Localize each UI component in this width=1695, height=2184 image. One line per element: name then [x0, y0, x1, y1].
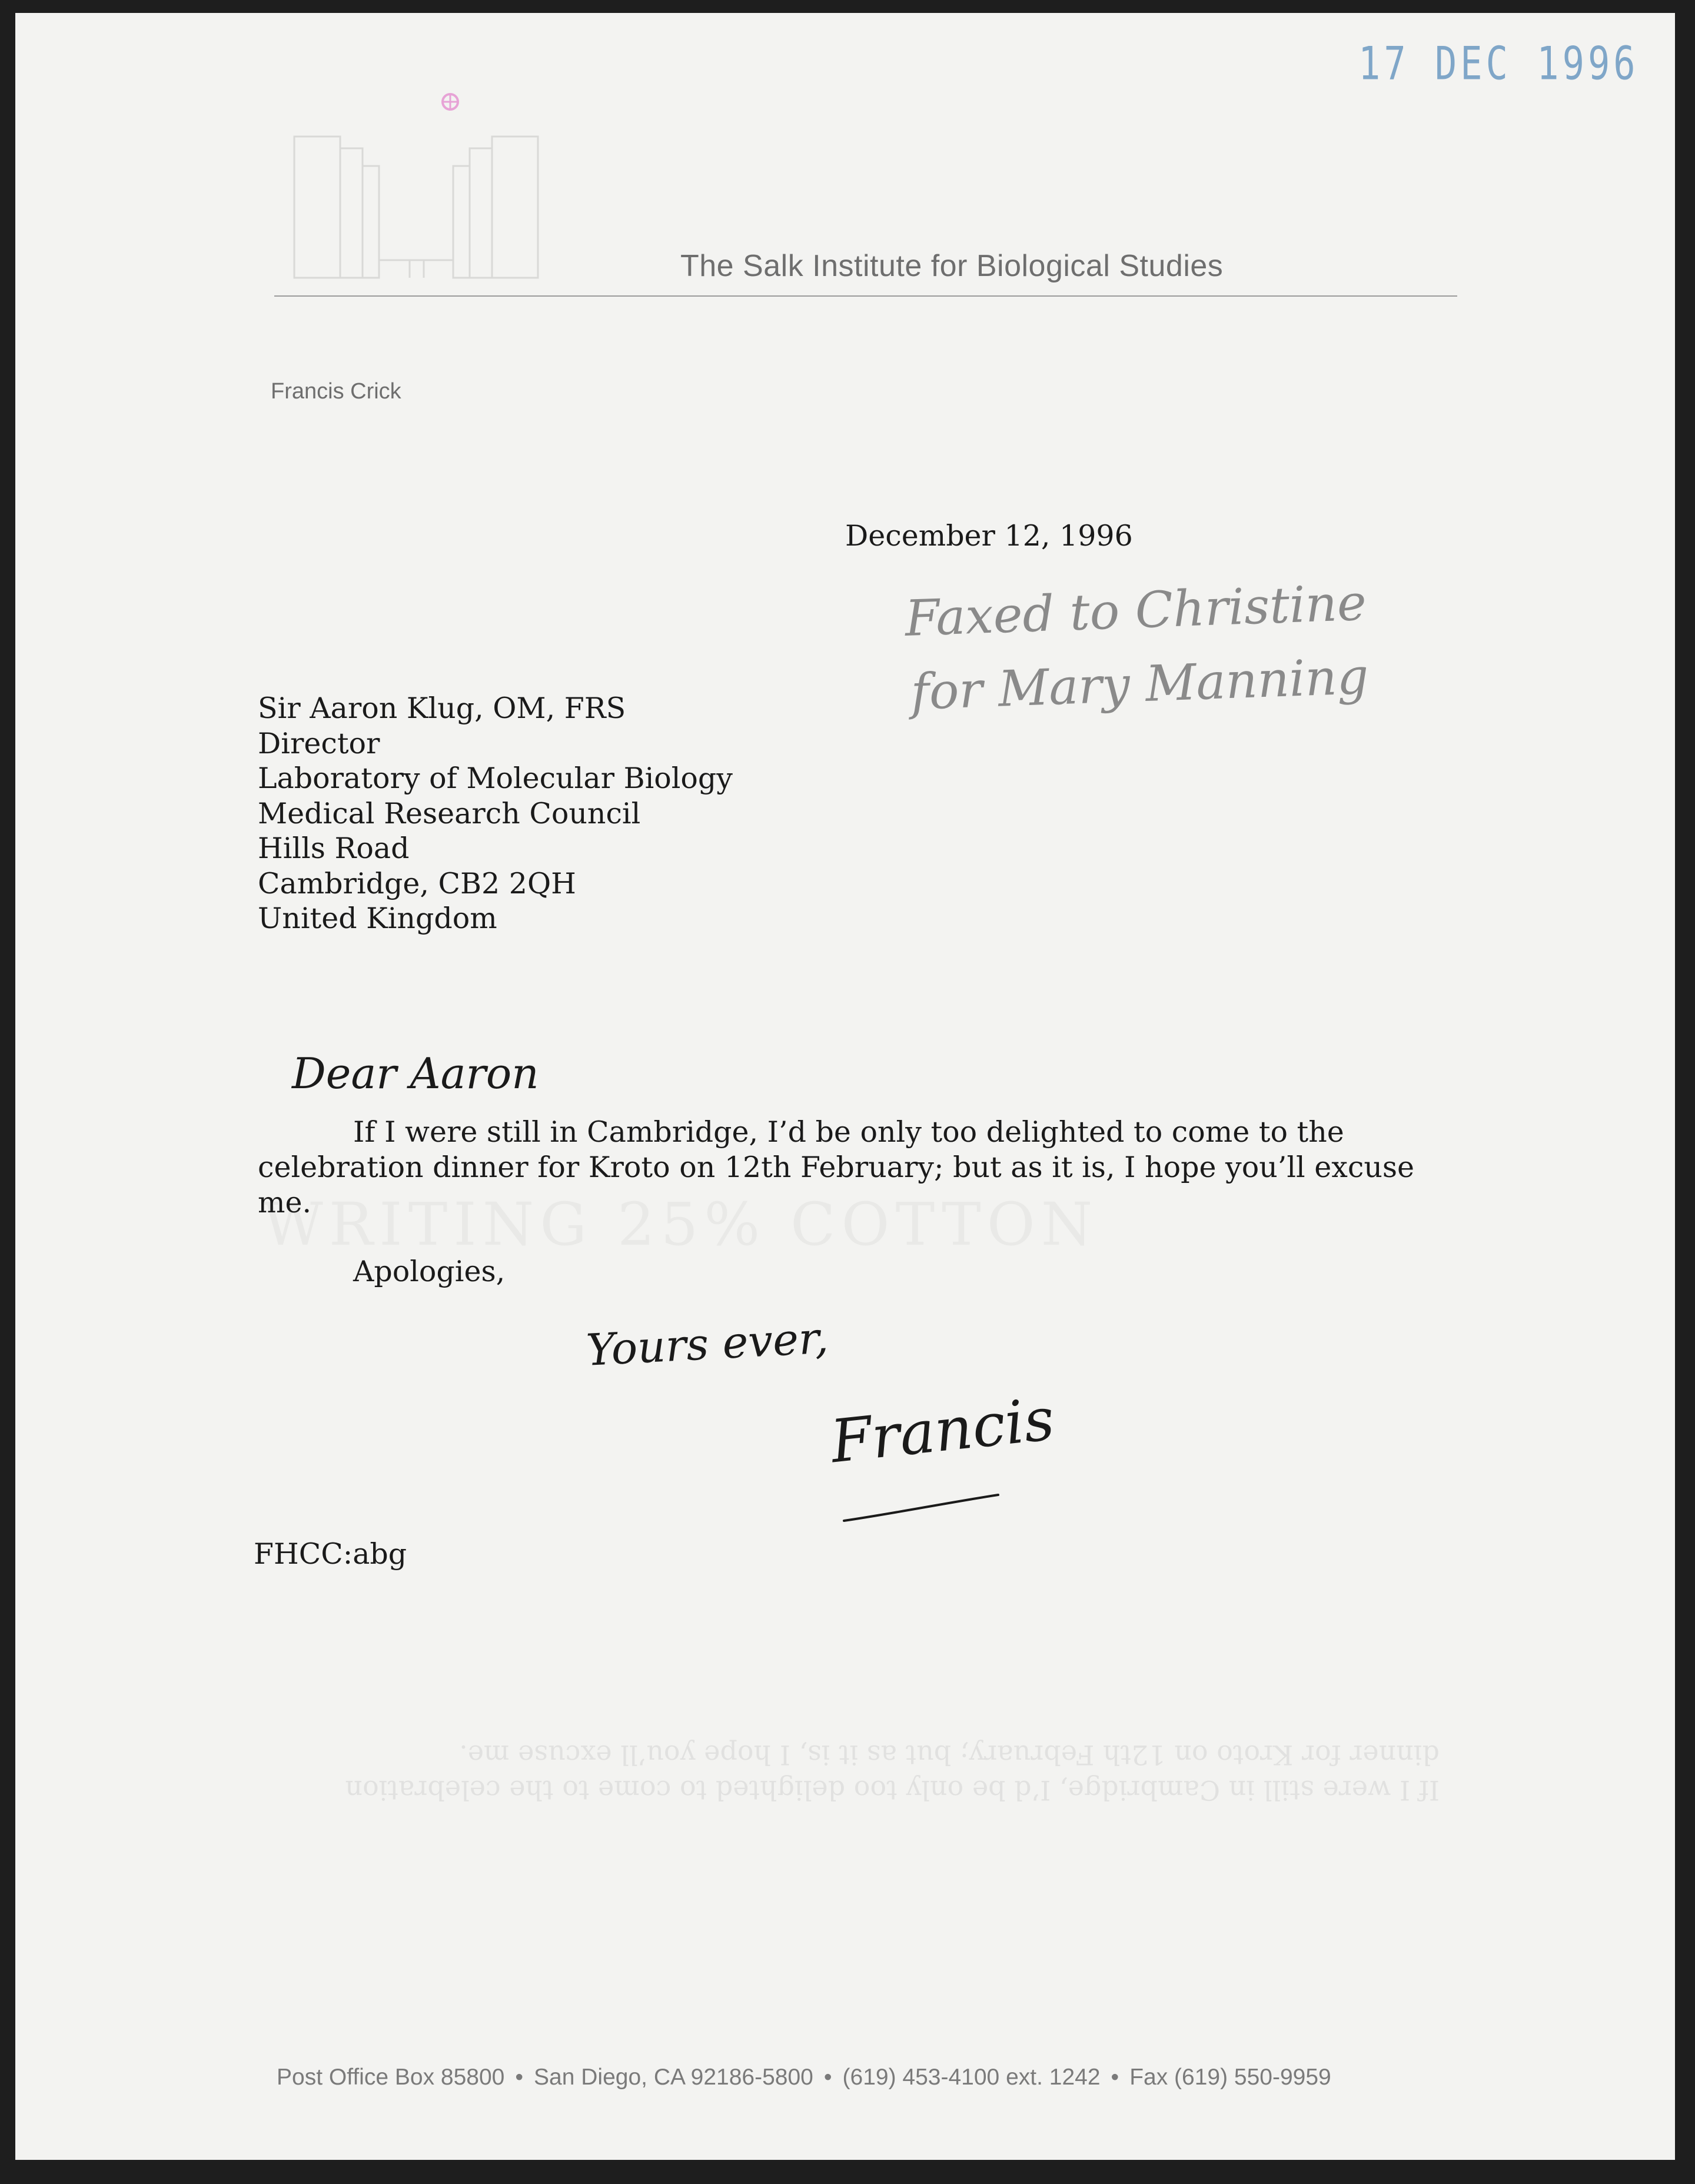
address-line: Cambridge, CB2 2QH	[258, 866, 576, 900]
letter-date: December 12, 1996	[845, 519, 1133, 553]
handwritten-closing: Yours ever,	[585, 1312, 830, 1376]
recipient-address	[258, 691, 733, 936]
handwritten-signature: Francis	[827, 1384, 1058, 1477]
received-date-stamp: 17 DEC 1996	[1358, 36, 1639, 91]
address-line: Medical Research Council	[258, 796, 641, 830]
footer-address: Post Office Box 85800	[277, 2065, 505, 2090]
address-line: Hills Road	[258, 832, 410, 865]
pink-registration-mark-icon	[440, 92, 460, 112]
bullet-icon: •	[823, 2065, 832, 2090]
letter-body: If I were still in Cambridge, I’d be only too delighted to come to the celebration dinner for Kroto on 12th February; but as it is, I hope you’ll excuse me.	[258, 1115, 1415, 1219]
letter-page	[15, 13, 1675, 2160]
bullet-icon: •	[515, 2065, 524, 2090]
footer-city: San Diego, CA 92186-5800	[534, 2065, 813, 2090]
footer-phone: (619) 453-4100 ext. 1242	[842, 2065, 1101, 2090]
handwritten-note-line-1: Faxed to Christine	[904, 573, 1368, 647]
letterhead-author: Francis Crick	[271, 379, 401, 404]
reference-initials: FHCC:abg	[254, 1537, 407, 1571]
salk-logo-icon	[274, 113, 604, 290]
address-line: United Kingdom	[258, 902, 497, 935]
header-divider	[274, 295, 1457, 297]
apology-line: Apologies,	[353, 1255, 506, 1288]
institute-name: The Salk Institute for Biological Studies	[680, 249, 1224, 283]
bullet-icon: •	[1111, 2065, 1119, 2090]
bleed-through-text: If I were still in Cambridge, I’d be only too delighted to come to the celebration dinner for Kroto on 12th February; but as it is, I hope you’ll excuse me.	[345, 1739, 1440, 1806]
letterhead-footer	[277, 2065, 1331, 2090]
address-line: Sir Aaron Klug, OM, FRS	[258, 692, 626, 725]
address-line: Director	[258, 726, 380, 760]
signature-underline-icon	[839, 1490, 1004, 1525]
footer-fax: Fax (619) 550-9959	[1129, 2065, 1331, 2090]
handwritten-salutation: Dear Aaron	[292, 1049, 539, 1098]
handwritten-note-line-2: for Mary Manning	[910, 647, 1370, 721]
address-line: Laboratory of Molecular Biology	[258, 762, 733, 795]
